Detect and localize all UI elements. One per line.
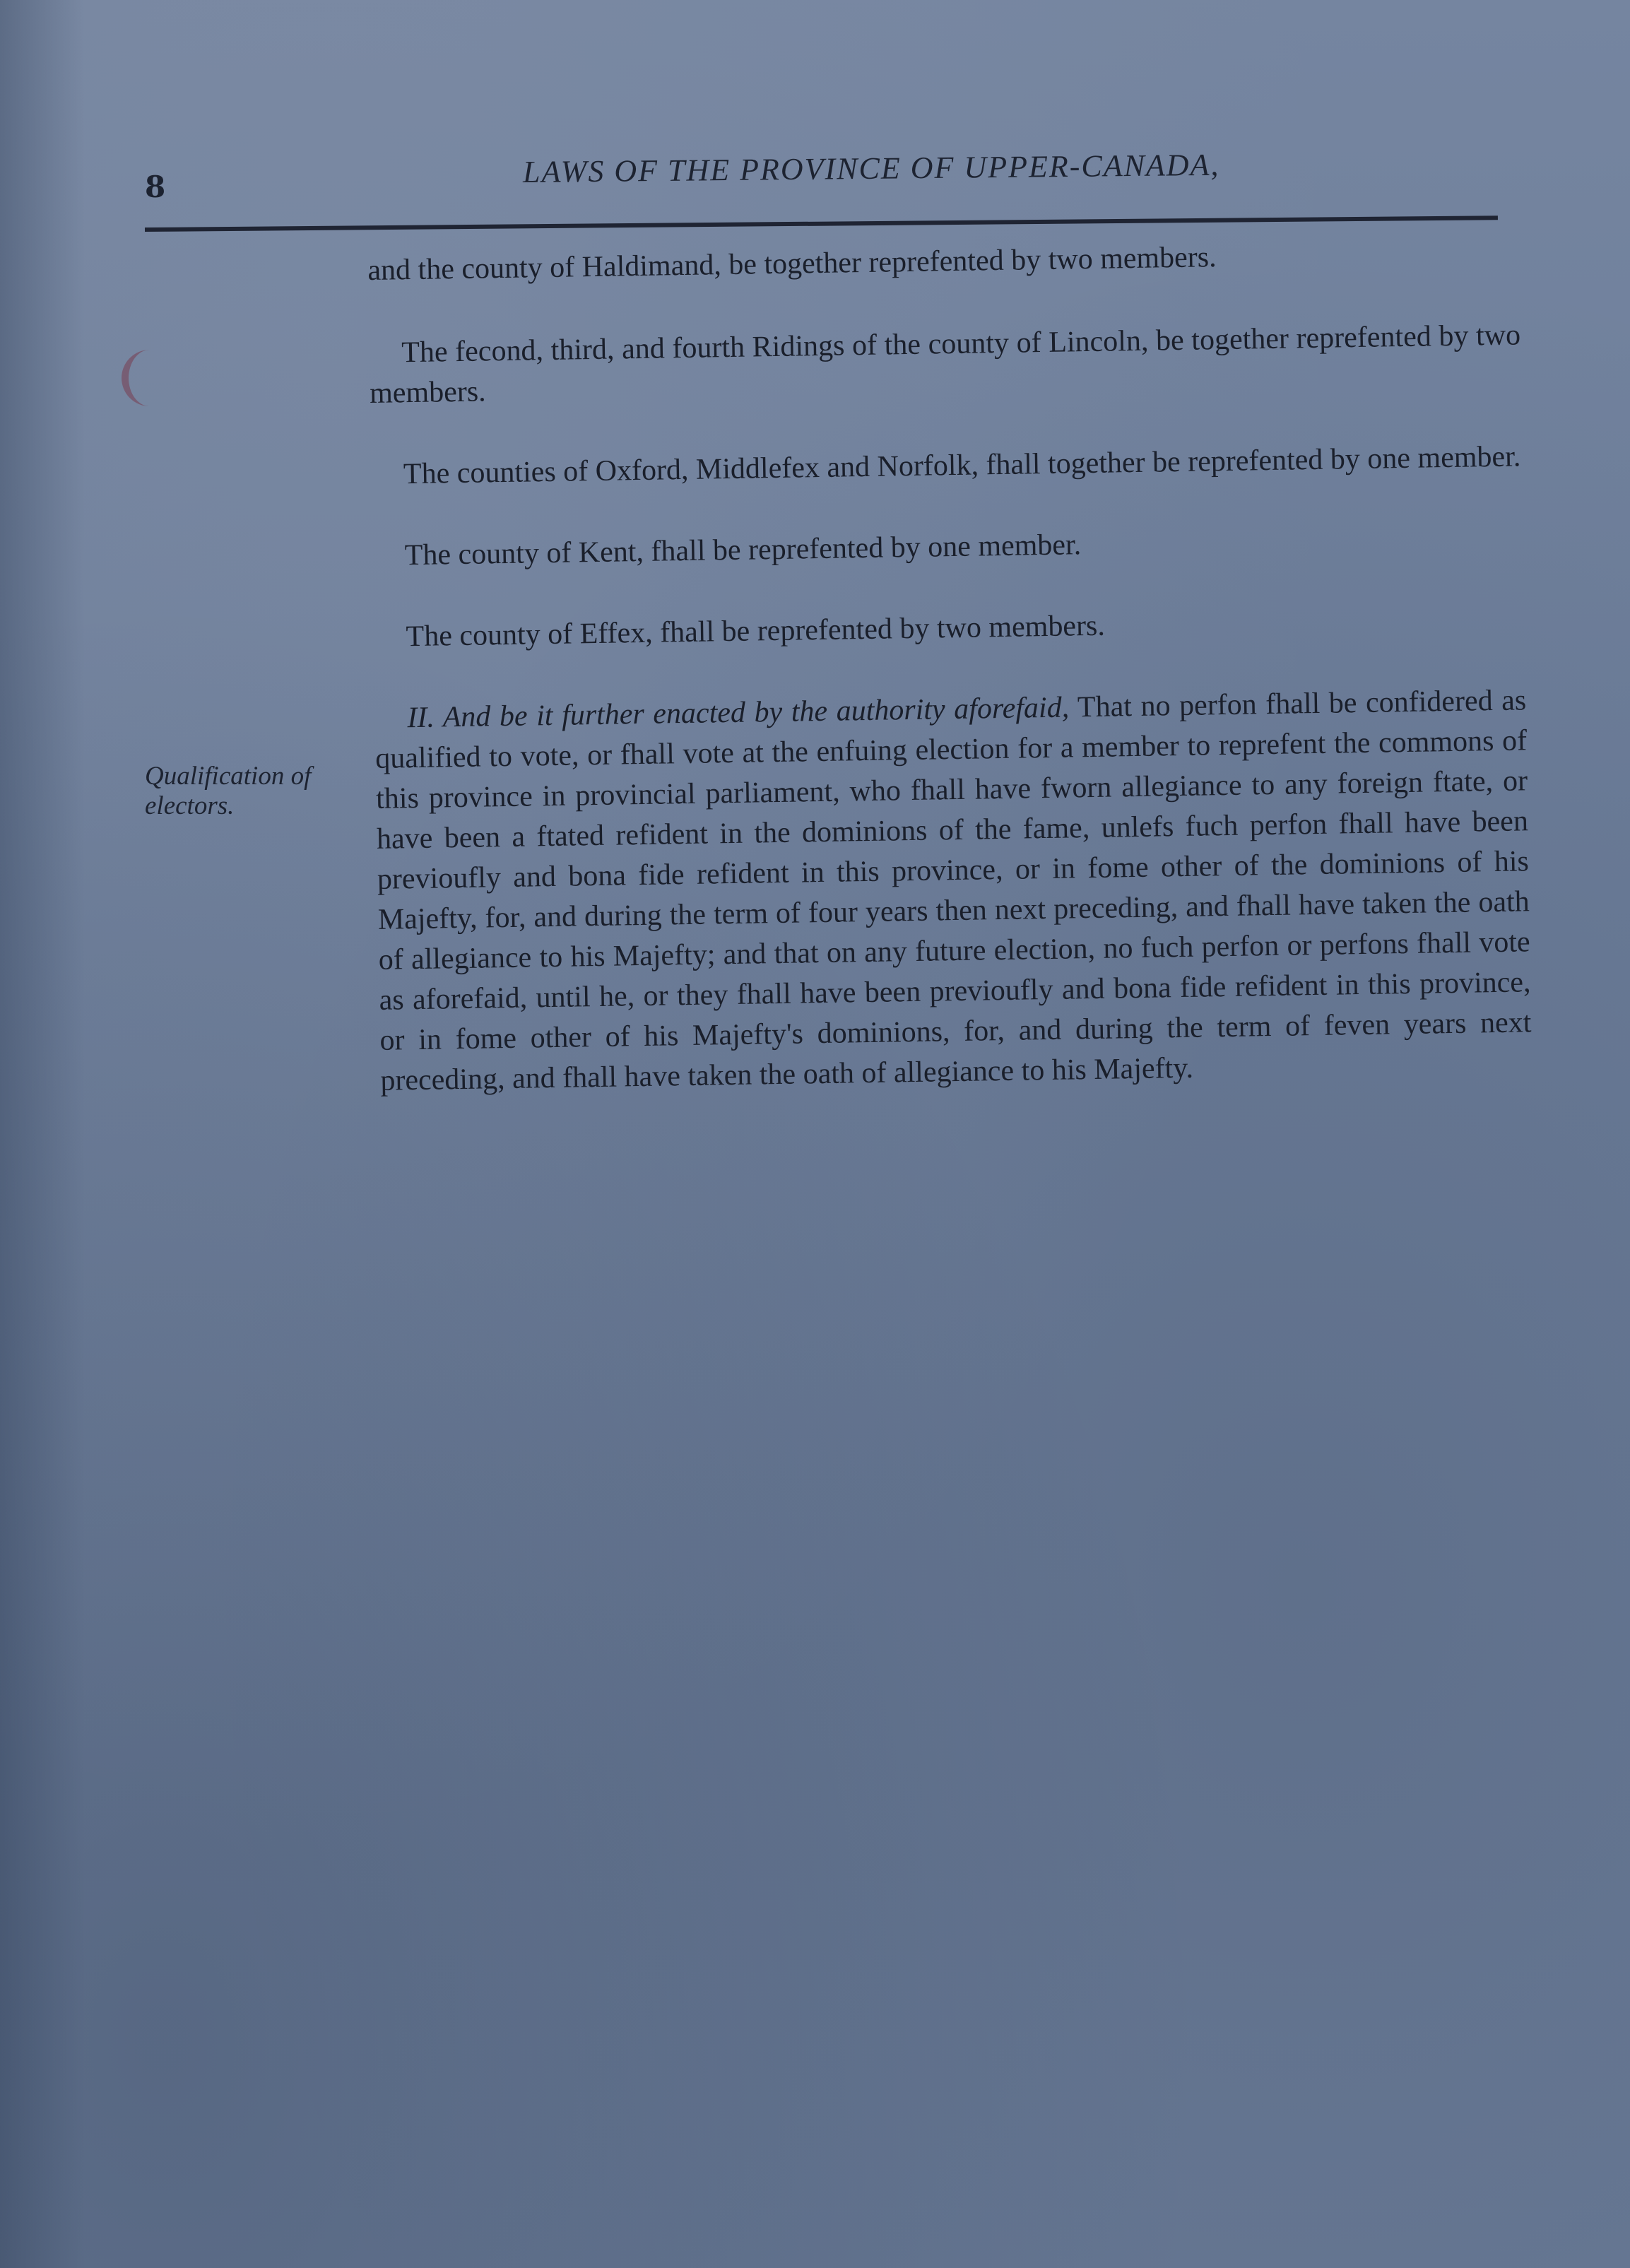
- paragraph-2: The fecond, third, and fourth Ridings of the county of Lincoln, be together reprefented by two members.: [369, 319, 1521, 410]
- header-rule: [145, 215, 1498, 232]
- running-title: LAWS OF THE PROVINCE OF UPPER-CANADA,: [522, 147, 1220, 189]
- section-ii: [374, 680, 1532, 1101]
- binding-shadow: [0, 0, 85, 2268]
- page-number: 8: [145, 170, 166, 204]
- ink-stain: [122, 350, 157, 406]
- section-ii-body: That no perfon fhall be confidered as qualified to vote, or fhall vote at the enfuing election for a member to reprefent the commons of this province in provincial parliament, who fhall have fworn allegiance to any foreign ftate, or have been a ftated refident in the dominions of the fame, unlefs fuch perfon fhall have been previoufly and bona fide refident in this province, or in fome other of the dominions of his Majefty, for, and during the term of four years then next preceding, and fhall have taken the oath of allegiance to his Majefty; and that on any future election, no fuch perfon or perfons fhall vote as aforefaid, until he, or they fhall have been previoufly and bona fide refident in this province, or in fome other of his Majefty's dominions, for, and during the term of feven years next preceding, and fhall have taken the oath of allegiance to his Majefty.: [374, 684, 1532, 1097]
- paragraph-5: The county of Effex, fhall be reprefented by two members.: [406, 609, 1106, 654]
- paragraph-1: and the county of Haldimand, be together reprefented by two members.: [367, 241, 1217, 287]
- section-ii-lead: II. And be it further enacted by the authority aforefaid,: [407, 691, 1070, 735]
- paragraph-4: The county of Kent, fhall be reprefented by one member.: [404, 528, 1082, 572]
- marginal-note: Qualification of electors.: [145, 762, 312, 820]
- paragraph-3: The counties of Oxford, Middlefex and Norfolk, fhall together be reprefented by one member.: [403, 440, 1521, 491]
- body-text: [367, 232, 1533, 1142]
